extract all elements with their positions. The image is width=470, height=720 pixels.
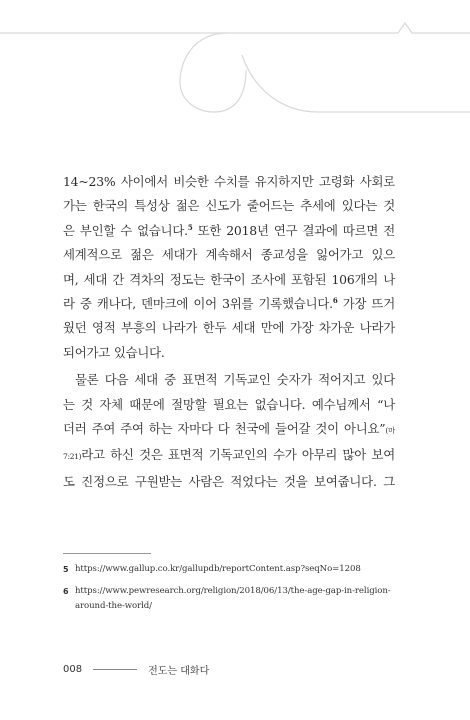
footnote-number: 5	[63, 565, 69, 574]
footer-divider	[93, 669, 137, 670]
body-line: 라 중 캐나다, 덴마크에 이어 3위를 기록했습니다.$^6$ 가장 뜨거	[63, 295, 395, 312]
body-line: 는 것 자체 때문에 절망할 필요는 없습니다. 예수님께서 “나	[63, 396, 395, 412]
top-decoration	[0, 0, 470, 130]
book-title: 전도는 대화다	[148, 665, 210, 677]
body-line: 은 부인할 수 없습니다.$^5$ 또한 2018년 연구 결과에 따르면 전	[63, 222, 395, 238]
body-line: 세계적으로 젊은 세대가 계속해서 종교성을 잃어가고 있으	[63, 247, 395, 263]
body-line: 되어가고 있습니다.	[63, 344, 165, 360]
body-line: 가는 한국의 특성상 젊은 신도가 줄어드는 추세에 있다는 것	[63, 198, 395, 214]
footnote-ref[interactable]: 6	[332, 295, 338, 305]
decorative-arc-right	[242, 55, 470, 112]
footnotes	[63, 562, 395, 621]
footnote-divider	[63, 553, 151, 554]
body-line: 웠던 영적 부흥의 나라가 한두 세대 만에 가장 차가운 나라가	[63, 320, 395, 336]
footnote-number: 6	[63, 587, 69, 596]
page-footer	[63, 661, 209, 677]
footnote-link[interactable]: https://www.gallup.co.kr/gallupdb/reportContent.asp?seqNo=1208	[75, 564, 361, 574]
body-line: 도 진정으로 구원받는 사람은 적었다는 것을 보여줍니다. 그	[63, 473, 395, 489]
footnote	[63, 562, 395, 577]
body-text	[63, 170, 395, 494]
footnote-ref[interactable]: 5	[187, 222, 193, 232]
scripture-citation: 7:21)	[63, 452, 82, 462]
footnote	[63, 584, 395, 614]
body-line: 7:21)라고 하신 것은 표면적 기독교인의 수가 아무리 많아 보여	[63, 447, 395, 463]
footnote-link[interactable]: https://www.pewresearch.org/religion/2018/06/13/the-age-gap-in-religion-around-the-world/	[75, 586, 391, 611]
body-line: 14~23% 사이에서 비슷한 수치를 유지하지만 고령화 사회로	[63, 174, 395, 189]
decorative-arc-left	[180, 33, 246, 112]
scripture-citation: (마	[385, 426, 395, 436]
body-line: 더러 주여 주여 하는 자마다 다 천국에 들어갈 것이 아니요”(마	[63, 421, 395, 437]
body-line: 며, 세대 간 격차의 정도는 한국이 조사에 포함된 106개의 나	[63, 271, 395, 287]
page-number: 008	[63, 663, 83, 675]
decorative-curve-line	[0, 23, 470, 33]
body-line: 물론 다음 세대 중 표면적 기독교인 숫자가 적어지고 있다	[75, 372, 395, 388]
